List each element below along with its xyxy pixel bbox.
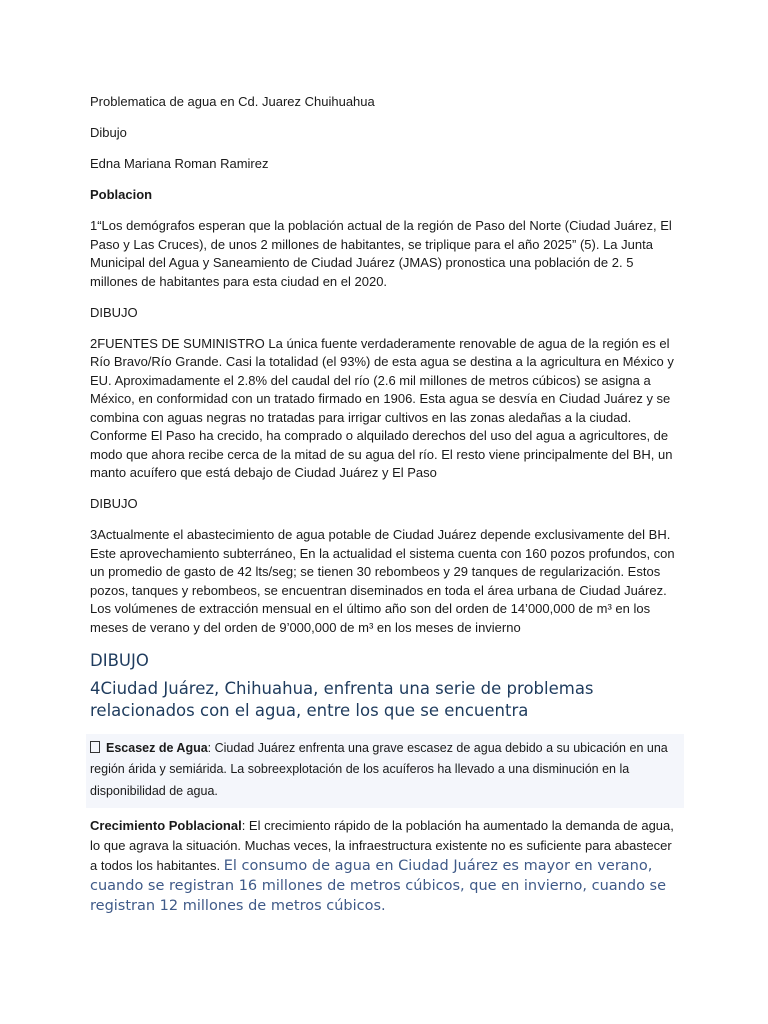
bullet-escasez bbox=[86, 734, 684, 809]
drawing-label: Dibujo bbox=[90, 125, 127, 140]
paragraph-crecimiento bbox=[90, 816, 680, 916]
section-heading-problemas: 4Ciudad Juárez, Chihuahua, enfrenta una serie de problemas relacionados con el agua, entre los que se encuentra bbox=[90, 678, 594, 720]
paragraph-fuentes: 2FUENTES DE SUMINISTRO La única fuente verdaderamente renovable de agua de la región es el Río Bravo/Río Grande. Casi la totalidad (el 93%) de esta agua se destina a la agricultura en México y EU. Aproximadamente el 2.8% del caudal del río (2.6 mil millones de metros cúbicos) se asigna a México, en conformidad con un tratado firmado en 1906. Esta agua se desvía en Ciudad Juárez y se combina con aguas negras no tratadas para irrigar cultivos en las zonas aledañas a la ciudad. Conforme El Paso ha crecido, ha comprado o alquilado derechos del uso del agua a agricultores, de modo que ahora recibe cerca de la mitad de su agua del río. El resto viene principalmente del BH, un manto acuífero que está debajo de Ciudad Juárez y El Paso bbox=[90, 335, 674, 480]
escasez-label: Escasez de Agua bbox=[106, 740, 208, 755]
drawing-heading: DIBUJO bbox=[90, 650, 149, 670]
document-page bbox=[90, 93, 680, 929]
crecimiento-text: : El crecimiento rápido de la población ha aumentado la demanda de agua, lo que agrava la situación. Muchas veces, la infraestructura existente no es suficiente para abastecer a todos los habitantes. bbox=[90, 818, 674, 873]
drawing-label: DIBUJO bbox=[90, 496, 138, 511]
escasez-text: : Ciudad Juárez enfrenta una grave escasez de agua debido a su ubicación en una región árida y semiárida. La sobreexplotación de los acuíferos ha llevado a una disminución en la disponibilidad de agua. bbox=[90, 740, 668, 798]
section-heading-poblacion: Poblacion bbox=[90, 187, 153, 202]
crecimiento-label: Crecimiento Poblacional bbox=[90, 818, 242, 833]
paragraph-poblacion: 1“Los demógrafos esperan que la población actual de la región de Paso del Norte (Ciudad Juárez, El Paso y Las Cruces), de unos 2 millones de habitantes, se triplique para el año 2025” (5). La Junta Municipal del Agua y Saneamiento de Ciudad Juárez (JMAS) pronostica una población de 2. 5 millones de habitantes para esta ciudad en el 2020. bbox=[90, 218, 672, 289]
document-title: Problematica de agua en Cd. Juarez Chuihuahua bbox=[90, 94, 375, 109]
author-name: Edna Mariana Roman Ramirez bbox=[90, 156, 269, 171]
bullet-glyph-icon bbox=[90, 741, 100, 753]
drawing-label: DIBUJO bbox=[90, 304, 138, 320]
paragraph-abastecimiento: 3Actualmente el abastecimiento de agua potable de Ciudad Juárez depende exclusivamente del BH. Este aprovechamiento subterráneo, En la actualidad el sistema cuenta con 160 pozos profundos, con un promedio de gasto de 42 lts/seg; se tienen 30 rebombeos y 29 tanques de regularización. Estos pozos, tanques y rebombeos, se encuentran diseminados en toda el área urbana de Ciudad Juárez. Los volúmenes de extracción mensual en el último año son del orden de 14’000,000 de m³ en los meses de verano y del orden de 9’000,000 de m³ en los meses de invierno bbox=[90, 527, 675, 635]
consumo-text: El consumo de agua en Ciudad Juárez es mayor en verano, cuando se registran 16 millones de metros cúbicos, que en invierno, cuando se registran 12 millones de metros cúbicos. bbox=[90, 858, 667, 914]
